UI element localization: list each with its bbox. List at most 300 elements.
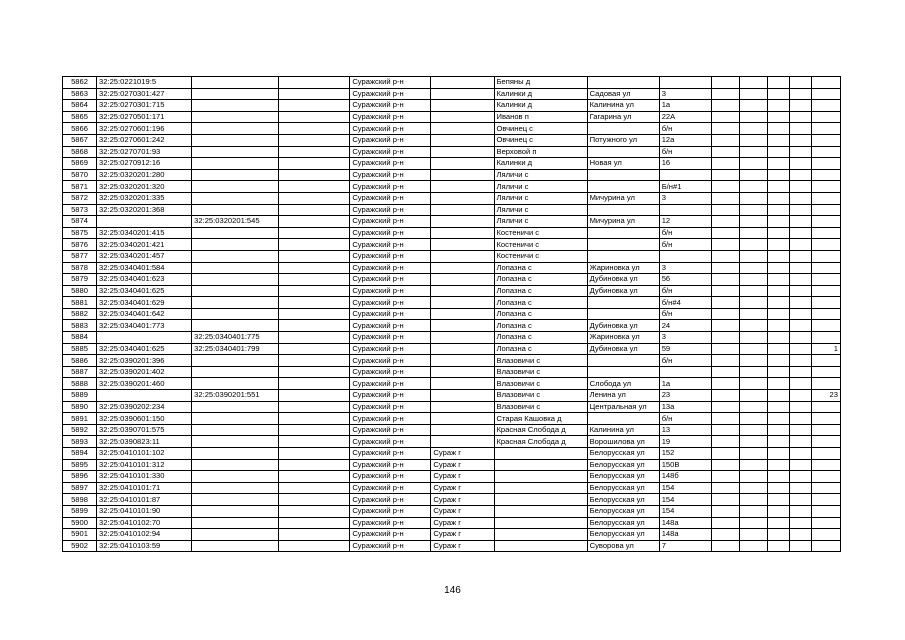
table-cell: Сураж г — [431, 482, 494, 494]
table-cell: Калинки д — [494, 158, 587, 170]
table-cell — [739, 227, 767, 239]
table-cell: Суражский р-н — [350, 401, 431, 413]
table-cell: Лопазна с — [494, 285, 587, 297]
table-cell: Суражский р-н — [350, 517, 431, 529]
table-cell: 32:25:0340201:421 — [97, 239, 192, 251]
table-cell — [587, 169, 659, 181]
table-cell: Влазовичи с — [494, 366, 587, 378]
table-cell — [494, 540, 587, 552]
table-cell: 59 — [659, 343, 711, 355]
table-cell — [739, 111, 767, 123]
table-cell — [789, 262, 811, 274]
table-cell — [767, 250, 789, 262]
table-cell — [587, 366, 659, 378]
table-cell — [431, 297, 494, 309]
table-cell: 16 — [659, 158, 711, 170]
table-cell: 32:25:0410103:59 — [97, 540, 192, 552]
table-cell — [431, 332, 494, 344]
table-cell: б/н — [659, 227, 711, 239]
table-cell — [767, 540, 789, 552]
table-cell — [431, 250, 494, 262]
table-cell — [739, 297, 767, 309]
table-cell — [659, 204, 711, 216]
table-cell — [97, 332, 192, 344]
property-register-table — [62, 76, 841, 552]
table-cell — [192, 250, 279, 262]
table-cell — [739, 158, 767, 170]
table-cell — [279, 413, 350, 425]
table-cell: 12 — [659, 216, 711, 228]
table-cell: Суражский р-н — [350, 459, 431, 471]
table-cell — [811, 181, 840, 193]
table-cell — [279, 123, 350, 135]
table-cell — [279, 540, 350, 552]
table-cell — [811, 308, 840, 320]
table-cell — [767, 505, 789, 517]
table-cell: Б/н#1 — [659, 181, 711, 193]
table-cell — [767, 274, 789, 286]
table-cell — [711, 111, 739, 123]
table-cell: 5882 — [63, 308, 97, 320]
table-cell: Суражский р-н — [350, 274, 431, 286]
table-cell — [279, 517, 350, 529]
table-cell — [279, 100, 350, 112]
table-cell: Суражский р-н — [350, 505, 431, 517]
table-cell: 32:25:0270501:171 — [97, 111, 192, 123]
table-cell — [494, 494, 587, 506]
table-cell: Суражский р-н — [350, 413, 431, 425]
table-cell: Мичурина ул — [587, 192, 659, 204]
table-cell — [789, 146, 811, 158]
table-cell: 5863 — [63, 88, 97, 100]
table-cell — [811, 88, 840, 100]
table-row — [63, 285, 841, 297]
table-cell: 32:25:0410102:70 — [97, 517, 192, 529]
table-cell — [789, 88, 811, 100]
table-cell — [811, 517, 840, 529]
table-cell: 148а — [659, 529, 711, 541]
table-cell: Потужного ул — [587, 134, 659, 146]
table-cell — [279, 436, 350, 448]
table-cell — [97, 216, 192, 228]
table-cell — [767, 134, 789, 146]
table-cell — [789, 250, 811, 262]
table-cell — [192, 448, 279, 460]
table-cell: Новая ул — [587, 158, 659, 170]
table-cell: Суражский р-н — [350, 227, 431, 239]
table-row — [63, 88, 841, 100]
table-cell — [711, 239, 739, 251]
table-cell — [279, 204, 350, 216]
table-cell — [811, 413, 840, 425]
table-cell — [192, 471, 279, 483]
table-cell — [587, 413, 659, 425]
table-cell: Суражский р-н — [350, 239, 431, 251]
table-cell: Калинина ул — [587, 424, 659, 436]
table-cell — [431, 123, 494, 135]
table-cell — [711, 355, 739, 367]
table-cell: 148б — [659, 471, 711, 483]
table-cell — [739, 424, 767, 436]
table-cell: Сураж г — [431, 494, 494, 506]
table-cell — [739, 88, 767, 100]
table-cell — [279, 285, 350, 297]
table-cell — [789, 436, 811, 448]
table-cell — [739, 471, 767, 483]
table-cell — [739, 494, 767, 506]
table-cell — [739, 459, 767, 471]
table-cell — [279, 332, 350, 344]
table-cell: Костеничи с — [494, 239, 587, 251]
table-cell: 32:25:0340401:773 — [97, 320, 192, 332]
table-row — [63, 181, 841, 193]
table-cell: 5880 — [63, 285, 97, 297]
table-cell — [811, 459, 840, 471]
table-cell — [739, 216, 767, 228]
table-cell: Дубиновка ул — [587, 274, 659, 286]
table-cell: Суражский р-н — [350, 343, 431, 355]
table-cell — [739, 413, 767, 425]
table-cell — [789, 285, 811, 297]
table-cell — [789, 204, 811, 216]
table-cell — [279, 343, 350, 355]
table-cell — [811, 436, 840, 448]
table-row — [63, 529, 841, 541]
table-cell: 22А — [659, 111, 711, 123]
table-cell — [767, 77, 789, 89]
table-cell — [789, 123, 811, 135]
table-cell: 5901 — [63, 529, 97, 541]
table-cell — [192, 436, 279, 448]
table-cell — [587, 297, 659, 309]
table-cell: 5874 — [63, 216, 97, 228]
table-cell — [767, 529, 789, 541]
table-cell — [494, 505, 587, 517]
table-cell: 5867 — [63, 134, 97, 146]
table-cell: Сураж г — [431, 448, 494, 460]
table-row — [63, 471, 841, 483]
table-cell — [587, 123, 659, 135]
table-cell — [431, 390, 494, 402]
table-cell — [587, 204, 659, 216]
table-cell — [811, 204, 840, 216]
table-cell: 1а — [659, 378, 711, 390]
table-cell: Белорусская ул — [587, 459, 659, 471]
table-cell — [789, 424, 811, 436]
table-cell — [789, 216, 811, 228]
table-cell — [789, 529, 811, 541]
table-cell: 19 — [659, 436, 711, 448]
table-cell — [711, 436, 739, 448]
table-cell — [431, 436, 494, 448]
table-cell — [279, 227, 350, 239]
table-cell: 5873 — [63, 204, 97, 216]
table-cell — [789, 378, 811, 390]
table-cell — [279, 482, 350, 494]
table-cell — [811, 401, 840, 413]
table-cell: 32:25:0320201:545 — [192, 216, 279, 228]
table-cell — [279, 401, 350, 413]
table-cell — [192, 482, 279, 494]
table-cell — [192, 355, 279, 367]
table-cell — [279, 134, 350, 146]
table-cell — [811, 448, 840, 460]
table-cell — [711, 308, 739, 320]
table-row — [63, 123, 841, 135]
table-cell: Ляличи с — [494, 216, 587, 228]
table-cell: Влазовичи с — [494, 355, 587, 367]
table-cell — [431, 227, 494, 239]
table-cell: Суражский р-н — [350, 366, 431, 378]
table-cell — [192, 169, 279, 181]
table-cell: Садовая ул — [587, 88, 659, 100]
table-cell — [279, 390, 350, 402]
table-cell — [192, 111, 279, 123]
table-cell: Суражский р-н — [350, 181, 431, 193]
table-cell — [431, 204, 494, 216]
table-cell: 5893 — [63, 436, 97, 448]
table-cell: Белорусская ул — [587, 494, 659, 506]
table-cell — [192, 274, 279, 286]
table-cell — [811, 540, 840, 552]
table-cell — [811, 355, 840, 367]
table-cell: Ляличи с — [494, 181, 587, 193]
table-cell — [711, 146, 739, 158]
table-cell: Суражский р-н — [350, 169, 431, 181]
table-cell — [739, 274, 767, 286]
table-cell — [767, 285, 789, 297]
table-cell — [192, 123, 279, 135]
table-cell: 5868 — [63, 146, 97, 158]
table-cell: 32:25:0340401:799 — [192, 343, 279, 355]
table-cell — [789, 158, 811, 170]
table-cell — [739, 378, 767, 390]
table-cell: 152 — [659, 448, 711, 460]
table-cell — [811, 192, 840, 204]
table-cell — [767, 401, 789, 413]
table-cell — [767, 111, 789, 123]
table-cell: Лопазна с — [494, 320, 587, 332]
table-cell: Бепяны д — [494, 77, 587, 89]
table-cell — [192, 308, 279, 320]
table-cell — [739, 250, 767, 262]
table-cell — [767, 181, 789, 193]
table-cell — [192, 262, 279, 274]
table-cell: Белорусская ул — [587, 529, 659, 541]
table-row — [63, 436, 841, 448]
table-cell — [739, 505, 767, 517]
table-cell — [789, 274, 811, 286]
table-cell: Белорусская ул — [587, 448, 659, 460]
table-cell — [811, 134, 840, 146]
table-cell — [711, 390, 739, 402]
table-cell — [279, 355, 350, 367]
table-cell — [711, 471, 739, 483]
table-cell — [279, 494, 350, 506]
table-cell — [711, 378, 739, 390]
table-cell — [811, 111, 840, 123]
table-cell — [279, 308, 350, 320]
table-cell — [739, 529, 767, 541]
table-cell — [711, 332, 739, 344]
table-cell: Суражский р-н — [350, 332, 431, 344]
table-cell — [739, 169, 767, 181]
table-cell: Белорусская ул — [587, 517, 659, 529]
table-cell — [431, 216, 494, 228]
table-cell — [192, 77, 279, 89]
table-cell: 5864 — [63, 100, 97, 112]
table-cell: 32:25:0390823:11 — [97, 436, 192, 448]
table-cell — [789, 448, 811, 460]
table-cell: 3 — [659, 262, 711, 274]
table-cell: Верховой п — [494, 146, 587, 158]
table-cell: б/н — [659, 308, 711, 320]
table-cell — [711, 123, 739, 135]
table-cell: Суражский р-н — [350, 192, 431, 204]
table-cell: 5900 — [63, 517, 97, 529]
table-cell: 3 — [659, 88, 711, 100]
table-cell — [494, 529, 587, 541]
table-cell — [711, 517, 739, 529]
table-cell: Жариновка ул — [587, 332, 659, 344]
table-cell: Влазовичи с — [494, 390, 587, 402]
table-cell — [767, 424, 789, 436]
table-cell — [192, 540, 279, 552]
table-cell: б/н — [659, 146, 711, 158]
table-cell: 32:25:0270912:16 — [97, 158, 192, 170]
table-cell — [711, 401, 739, 413]
page-number: 146 — [444, 585, 461, 596]
table-cell — [789, 471, 811, 483]
table-cell — [789, 366, 811, 378]
table-cell: 5897 — [63, 482, 97, 494]
table-cell — [739, 146, 767, 158]
table-cell — [811, 297, 840, 309]
table-cell: Суражский р-н — [350, 88, 431, 100]
table-cell — [494, 517, 587, 529]
table-row — [63, 158, 841, 170]
table-cell — [279, 529, 350, 541]
table-cell — [279, 424, 350, 436]
table-cell: 32:25:0390201:396 — [97, 355, 192, 367]
table-cell: 5862 — [63, 77, 97, 89]
table-cell — [711, 100, 739, 112]
table-cell — [711, 320, 739, 332]
table-cell: 32:25:0410101:71 — [97, 482, 192, 494]
table-row — [63, 262, 841, 274]
table-cell: 5870 — [63, 169, 97, 181]
table-cell — [739, 100, 767, 112]
table-cell — [494, 471, 587, 483]
table-cell — [431, 401, 494, 413]
table-cell: 23 — [659, 390, 711, 402]
table-cell: Суражский р-н — [350, 436, 431, 448]
table-cell: Суражский р-н — [350, 482, 431, 494]
table-cell: 5883 — [63, 320, 97, 332]
table-cell: Суражский р-н — [350, 320, 431, 332]
table-cell: 32:25:0390201:460 — [97, 378, 192, 390]
table-cell — [279, 88, 350, 100]
table-cell: 5896 — [63, 471, 97, 483]
table-cell: 5891 — [63, 413, 97, 425]
table-cell — [739, 181, 767, 193]
table-cell: Овчинец с — [494, 134, 587, 146]
table-cell — [587, 355, 659, 367]
table-cell — [192, 88, 279, 100]
table-cell — [192, 378, 279, 390]
table-cell — [739, 355, 767, 367]
table-cell — [431, 320, 494, 332]
table-cell — [767, 494, 789, 506]
table-cell — [811, 332, 840, 344]
table-cell: Сураж г — [431, 529, 494, 541]
table-cell: 32:25:0340401:629 — [97, 297, 192, 309]
table-cell — [711, 540, 739, 552]
table-row — [63, 459, 841, 471]
table-cell — [811, 378, 840, 390]
table-cell — [431, 343, 494, 355]
table-cell — [811, 100, 840, 112]
table-cell: 5885 — [63, 343, 97, 355]
table-cell: Иванов п — [494, 111, 587, 123]
table-cell: 5888 — [63, 378, 97, 390]
table-cell: б/н — [659, 355, 711, 367]
table-cell — [811, 529, 840, 541]
table-cell: 3 — [659, 332, 711, 344]
table-cell — [739, 366, 767, 378]
table-cell: Овчинец с — [494, 123, 587, 135]
table-cell: 5871 — [63, 181, 97, 193]
table-cell — [811, 482, 840, 494]
table-cell — [192, 459, 279, 471]
table-cell — [192, 100, 279, 112]
table-cell: Дубиновка ул — [587, 343, 659, 355]
table-cell: 5889 — [63, 390, 97, 402]
table-cell: 150В — [659, 459, 711, 471]
table-cell: 1а — [659, 100, 711, 112]
table-cell — [789, 181, 811, 193]
table-cell — [587, 146, 659, 158]
table-cell — [431, 169, 494, 181]
table-cell — [767, 332, 789, 344]
table-cell — [279, 77, 350, 89]
table-cell — [192, 204, 279, 216]
table-cell — [192, 424, 279, 436]
table-cell: 32:25:0270301:427 — [97, 88, 192, 100]
table-cell: 154 — [659, 494, 711, 506]
table-cell: 13а — [659, 401, 711, 413]
table-cell — [659, 169, 711, 181]
table-cell — [431, 366, 494, 378]
table-cell — [279, 297, 350, 309]
table-cell — [711, 274, 739, 286]
table-row — [63, 482, 841, 494]
table-cell: Суражский р-н — [350, 378, 431, 390]
table-row — [63, 355, 841, 367]
table-cell: 5902 — [63, 540, 97, 552]
table-cell: Суражский р-н — [350, 204, 431, 216]
table-row — [63, 390, 841, 402]
table-cell: 32:25:0340401:623 — [97, 274, 192, 286]
table-cell — [431, 274, 494, 286]
table-cell — [767, 366, 789, 378]
table-cell — [739, 77, 767, 89]
table-cell: 32:25:0340401:775 — [192, 332, 279, 344]
table-cell — [789, 413, 811, 425]
table-cell: Гагарина ул — [587, 111, 659, 123]
table-cell — [192, 529, 279, 541]
table-cell — [767, 308, 789, 320]
